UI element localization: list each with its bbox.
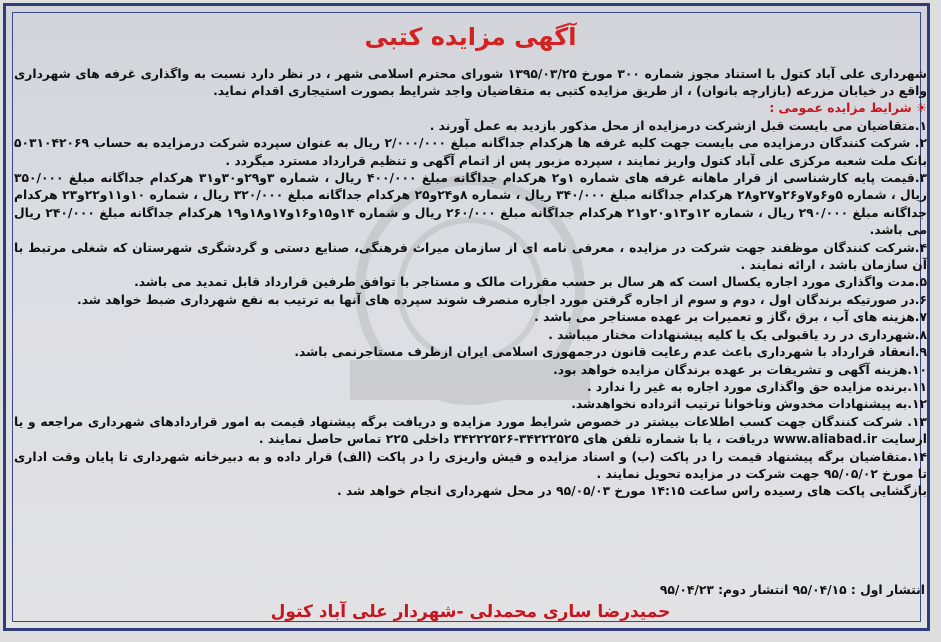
condition-item: بازگشایی پاکت های رسیده راس ساعت ۱۴:۱۵ مورخ ۹۵/۰۵/۰۳ در محل شهرداری انجام خواهد شد . — [336, 484, 927, 499]
publication-dates: انتشار اول : ۹۵/۰۴/۱۵ انتشار دوم: ۹۵/۰۴/۲۳ — [659, 583, 925, 597]
ad-body — [14, 66, 927, 501]
condition-item: ۷.هزینه های آب ، برق ،گاز و تعمیرات بر عهده مستاجر می باشد . — [534, 310, 927, 325]
signature: حمیدرضا ساری محمدلی -شهردار علی آباد کتول — [270, 602, 671, 622]
condition-item: ۱۲.به پیشنهادات مخدوش وناخوانا ترتیب اثرداده نخواهدشد. — [571, 397, 927, 412]
condition-item: ۲. شرکت کنندگان درمزایده می بایست جهت کلیه غرفه ها هرکدام جداگانه مبلغ ۲/۰۰۰/۰۰۰ ریال به عنوان سپرده شرکت درمزایده به حساب ۵۰۳۱۰۴۲۰۶۹ بانک ملت شعبه مرکزی علی آباد کتول واریز نمایند ، سپرده مزبور پس از اتمام آگهی و تنظیم قرارداد مسترد میگردد . — [14, 136, 927, 168]
condition-item: ۱۴.متقاضیان برگه پیشنهاد قیمت را در پاکت (ب) و اسناد مزایده و فیش واریزی را در پاکت (الف) قرار داده و به دبیرخانه شهرداری تا پایان وقت اداری تا مورخ ۹۵/۰۵/۰۲ جهت شرکت در مزایده تحویل نمایند . — [14, 449, 927, 481]
conditions-title: شرایط مزایده عمومی : — [769, 101, 912, 116]
condition-item: ۱.متقاضیان می بایست قبل ازشرکت درمزایده از محل مذکور بازدید به عمل آورند . — [429, 118, 927, 133]
condition-item: ۸.شهرداری در رد یاقبولی یک یا کلیه پیشنهادات مختار میباشد . — [548, 327, 927, 342]
condition-item: ۴.شرکت کنندگان موظفند جهت شرکت در مزایده ، معرفی نامه ای از سازمان میراث فرهنگی، صنایع دستی و گردشگری شهرستان که شغلی مرتبط با آن سازمان باشد ، ارائه نمایند . — [14, 240, 927, 273]
condition-item: ۹.انعقاد قرارداد با شهرداری باعث عدم رعایت قانون درجمهوری اسلامی ایران ازطرف مستاجرنمی باشد. — [294, 345, 927, 360]
condition-item: ۵.مدت واگذاری مورد اجاره یکسال است که هر سال بر حسب مقررات مالک و مستاجر با توافق طرفین قرارداد قابل تمدید می باشد. — [134, 275, 927, 290]
condition-item: ۱۱.برنده مزایده حق واگذاری مورد اجاره به غیر را ندارد . — [586, 379, 927, 394]
condition-item: ۱۰.هزینه آگهی و تشریفات بر عهده برندگان مزایده خواهد بود. — [553, 362, 927, 377]
conditions-heading — [14, 100, 927, 117]
condition-item: ۱۳. شرکت کنندگان جهت کسب اطلاعات بیشتر در خصوص شرایط مورد مزایده و دریافت برگه پیشنهاد قیمت به امور قراردادهای شهرداری مراجعه و یا ازسایت www.aliabad.ir دریافت ، یا با شماره تلفن های ۳۴۲۲۲۵۲۵-۳۴۲۲۲۵۲۶ داخلی ۲۲۵ تماس حاصل نمایند . — [14, 414, 927, 447]
condition-item: ۳.قیمت پایه کارشناسی از قرار ماهانه غرفه های شماره ۱و۲ هرکدام جداگانه مبلغ ۴۰۰/۰۰۰ ریال ، شماره ۳و۲۹و۳۰و۳۱ هرکدام جداگانه مبلغ ۳۵۰/۰۰۰ ریال ، شماره ۵و۶و۷و۲۶و۲۷و۲۸ هرکدام جداگانه مبلغ ۳۴۰/۰۰۰ ریال ، شماره ۸و۲۴و۲۵ هرکدام جداگانه مبلغ ۳۲۰/۰۰۰ ریال ، شماره ۱۰و۱۱و۲۲و۲۳ هرکدام جداگانه مبلغ ۲۹۰/۰۰۰ ریال ، شماره ۱۲و۱۳و۲۰و۲۱ هرکدام جداگانه مبلغ ۲۶۰/۰۰۰ ریال و شماره ۱۴و۱۵و۱۶و۱۷و۱۸و۱۹ هرکدام جداگانه مبلغ ۲۴۰/۰۰۰ ریال می باشد. — [14, 171, 928, 238]
ad-title: آگهی مزایده کتبی — [364, 23, 577, 51]
condition-item: ۶.در صورتیکه برندگان اول ، دوم و سوم از اجاره گرفتن مورد اجاره منصرف شوند سپرده های آنها به ترتیب به نفع شهرداری ضبط خواهد شد. — [77, 292, 927, 307]
star-icon: ☀ — [915, 101, 927, 116]
ad-intro: شهرداری علی آباد کتول با استناد مجوز شماره ۳۰۰ مورخ ۱۳۹۵/۰۳/۲۵ شورای محترم اسلامی شهر ، در نظر دارد نسبت به واگذاری غرفه های شهرداری واقع در خیابان مزرعه (بازارچه بانوان) ، از طریق مزایده کتبی به متقاضیان واجد شرایط بصورت استیجاری اقدام نماید. — [14, 67, 927, 99]
